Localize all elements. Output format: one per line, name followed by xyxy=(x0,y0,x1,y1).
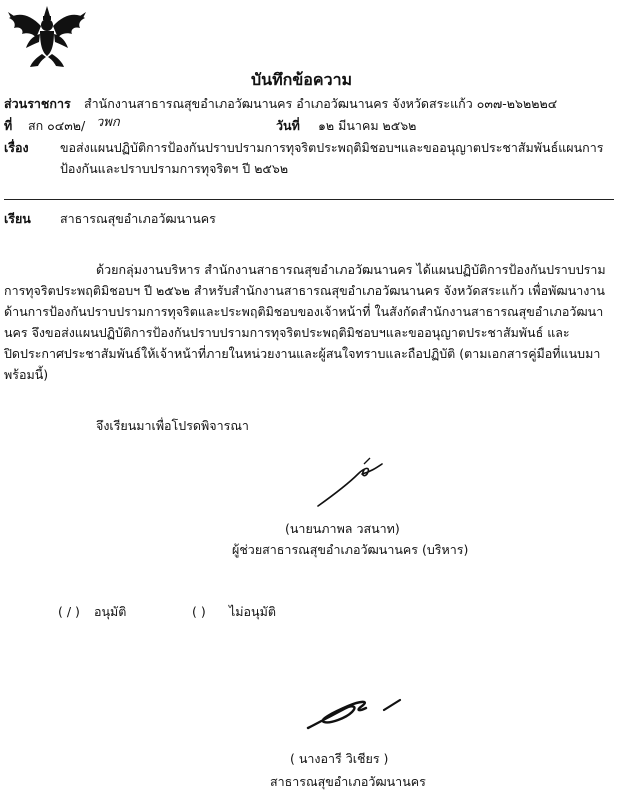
date-label: วันที่ xyxy=(276,118,300,133)
ref-value: สก ๐๔๓๒/ xyxy=(28,118,86,133)
reject-label: ไม่อนุมัติ xyxy=(229,604,276,619)
header-divider xyxy=(4,199,614,200)
signature-2-icon xyxy=(300,688,420,734)
subject-label: เรื่อง xyxy=(4,140,29,155)
body-line-1: ด้วยกลุ่มงานบริหาร สำนักงานสาธารณสุขอำเภอวัฒนานคร ได้แผนปฏิบัติการป้องกันปราบปราม xyxy=(96,262,606,277)
body-line-4: นคร จึงขอส่งแผนปฏิบัติการป้องกันปราบปรามการทุจริตประพฤติมิชอบฯและขออนุญาตประชาสัมพันธ์ และ xyxy=(4,325,570,340)
date-value: ๑๒ มีนาคม ๒๕๖๒ xyxy=(318,118,417,133)
salutation-value: สาธารณสุขอำเภอวัฒนานคร xyxy=(60,211,216,226)
reject-checkbox[interactable]: ( ) xyxy=(192,604,206,619)
agency-label: ส่วนราชการ xyxy=(4,96,71,111)
subject-line-1: ขอส่งแผนปฏิบัติการป้องกันปราบปรามการทุจริตประพฤติมิชอบฯและขออนุญาตประชาสัมพันธ์แผนการ xyxy=(60,140,604,155)
ref-label: ที่ xyxy=(4,118,13,133)
subject-line-2: ป้องกันและปราบปรามการทุจริตฯ ปี ๒๕๖๒ xyxy=(60,161,289,176)
memo-title: บันทึกข้อความ xyxy=(251,70,353,89)
closing-text: จึงเรียนมาเพื่อโปรดพิจารณา xyxy=(96,418,249,433)
signer-2-position: สาธารณสุขอำเภอวัฒนานคร xyxy=(270,774,426,789)
approve-label: อนุมัติ xyxy=(94,604,127,619)
signer-1-position: ผู้ช่วยสาธารณสุขอำเภอวัฒนานคร (บริหาร) xyxy=(232,542,469,557)
salutation-label: เรียน xyxy=(4,211,31,226)
body-line-5: ปิดประกาศประชาสัมพันธ์ให้เจ้าหน้าที่ภายในหน่วยงานและผู้สนใจทราบและถือปฏิบัติ (ตามเอกสารคู่มือที่แนบมา xyxy=(4,346,601,361)
garuda-emblem-icon xyxy=(6,4,88,70)
body-line-2: การทุจริตประพฤติมิชอบฯ ปี ๒๕๖๒ สำหรับสำนักงานสาธารณสุขอำเภอวัฒนานคร จังหวัดสระแก้ว เพื่อพัฒนางาน xyxy=(4,283,605,298)
approve-checkbox[interactable]: ( / ) xyxy=(58,604,80,619)
agency-value: สำนักงานสาธารณสุขอำเภอวัฒนานคร อำเภอวัฒนานคร จังหวัดสระแก้ว ๐๓๗-๒๖๒๒๒๔ xyxy=(84,96,558,111)
ref-handwritten-number: วพก xyxy=(96,115,120,130)
signer-2-name: ( นางอารี วิเชียร ) xyxy=(290,751,389,766)
body-line-3: ด้านการป้องกันปราบปรามการทุจริตและประพฤติมิชอบของเจ้าหน้าที่ ในสังกัดสำนักงานสาธารณสุขอำเภอวัฒนา xyxy=(4,304,604,319)
body-line-6: พร้อมนี้) xyxy=(4,367,49,382)
signature-1-icon xyxy=(312,456,392,512)
signer-1-name: (นายนภาพล วสนาท) xyxy=(285,521,400,536)
